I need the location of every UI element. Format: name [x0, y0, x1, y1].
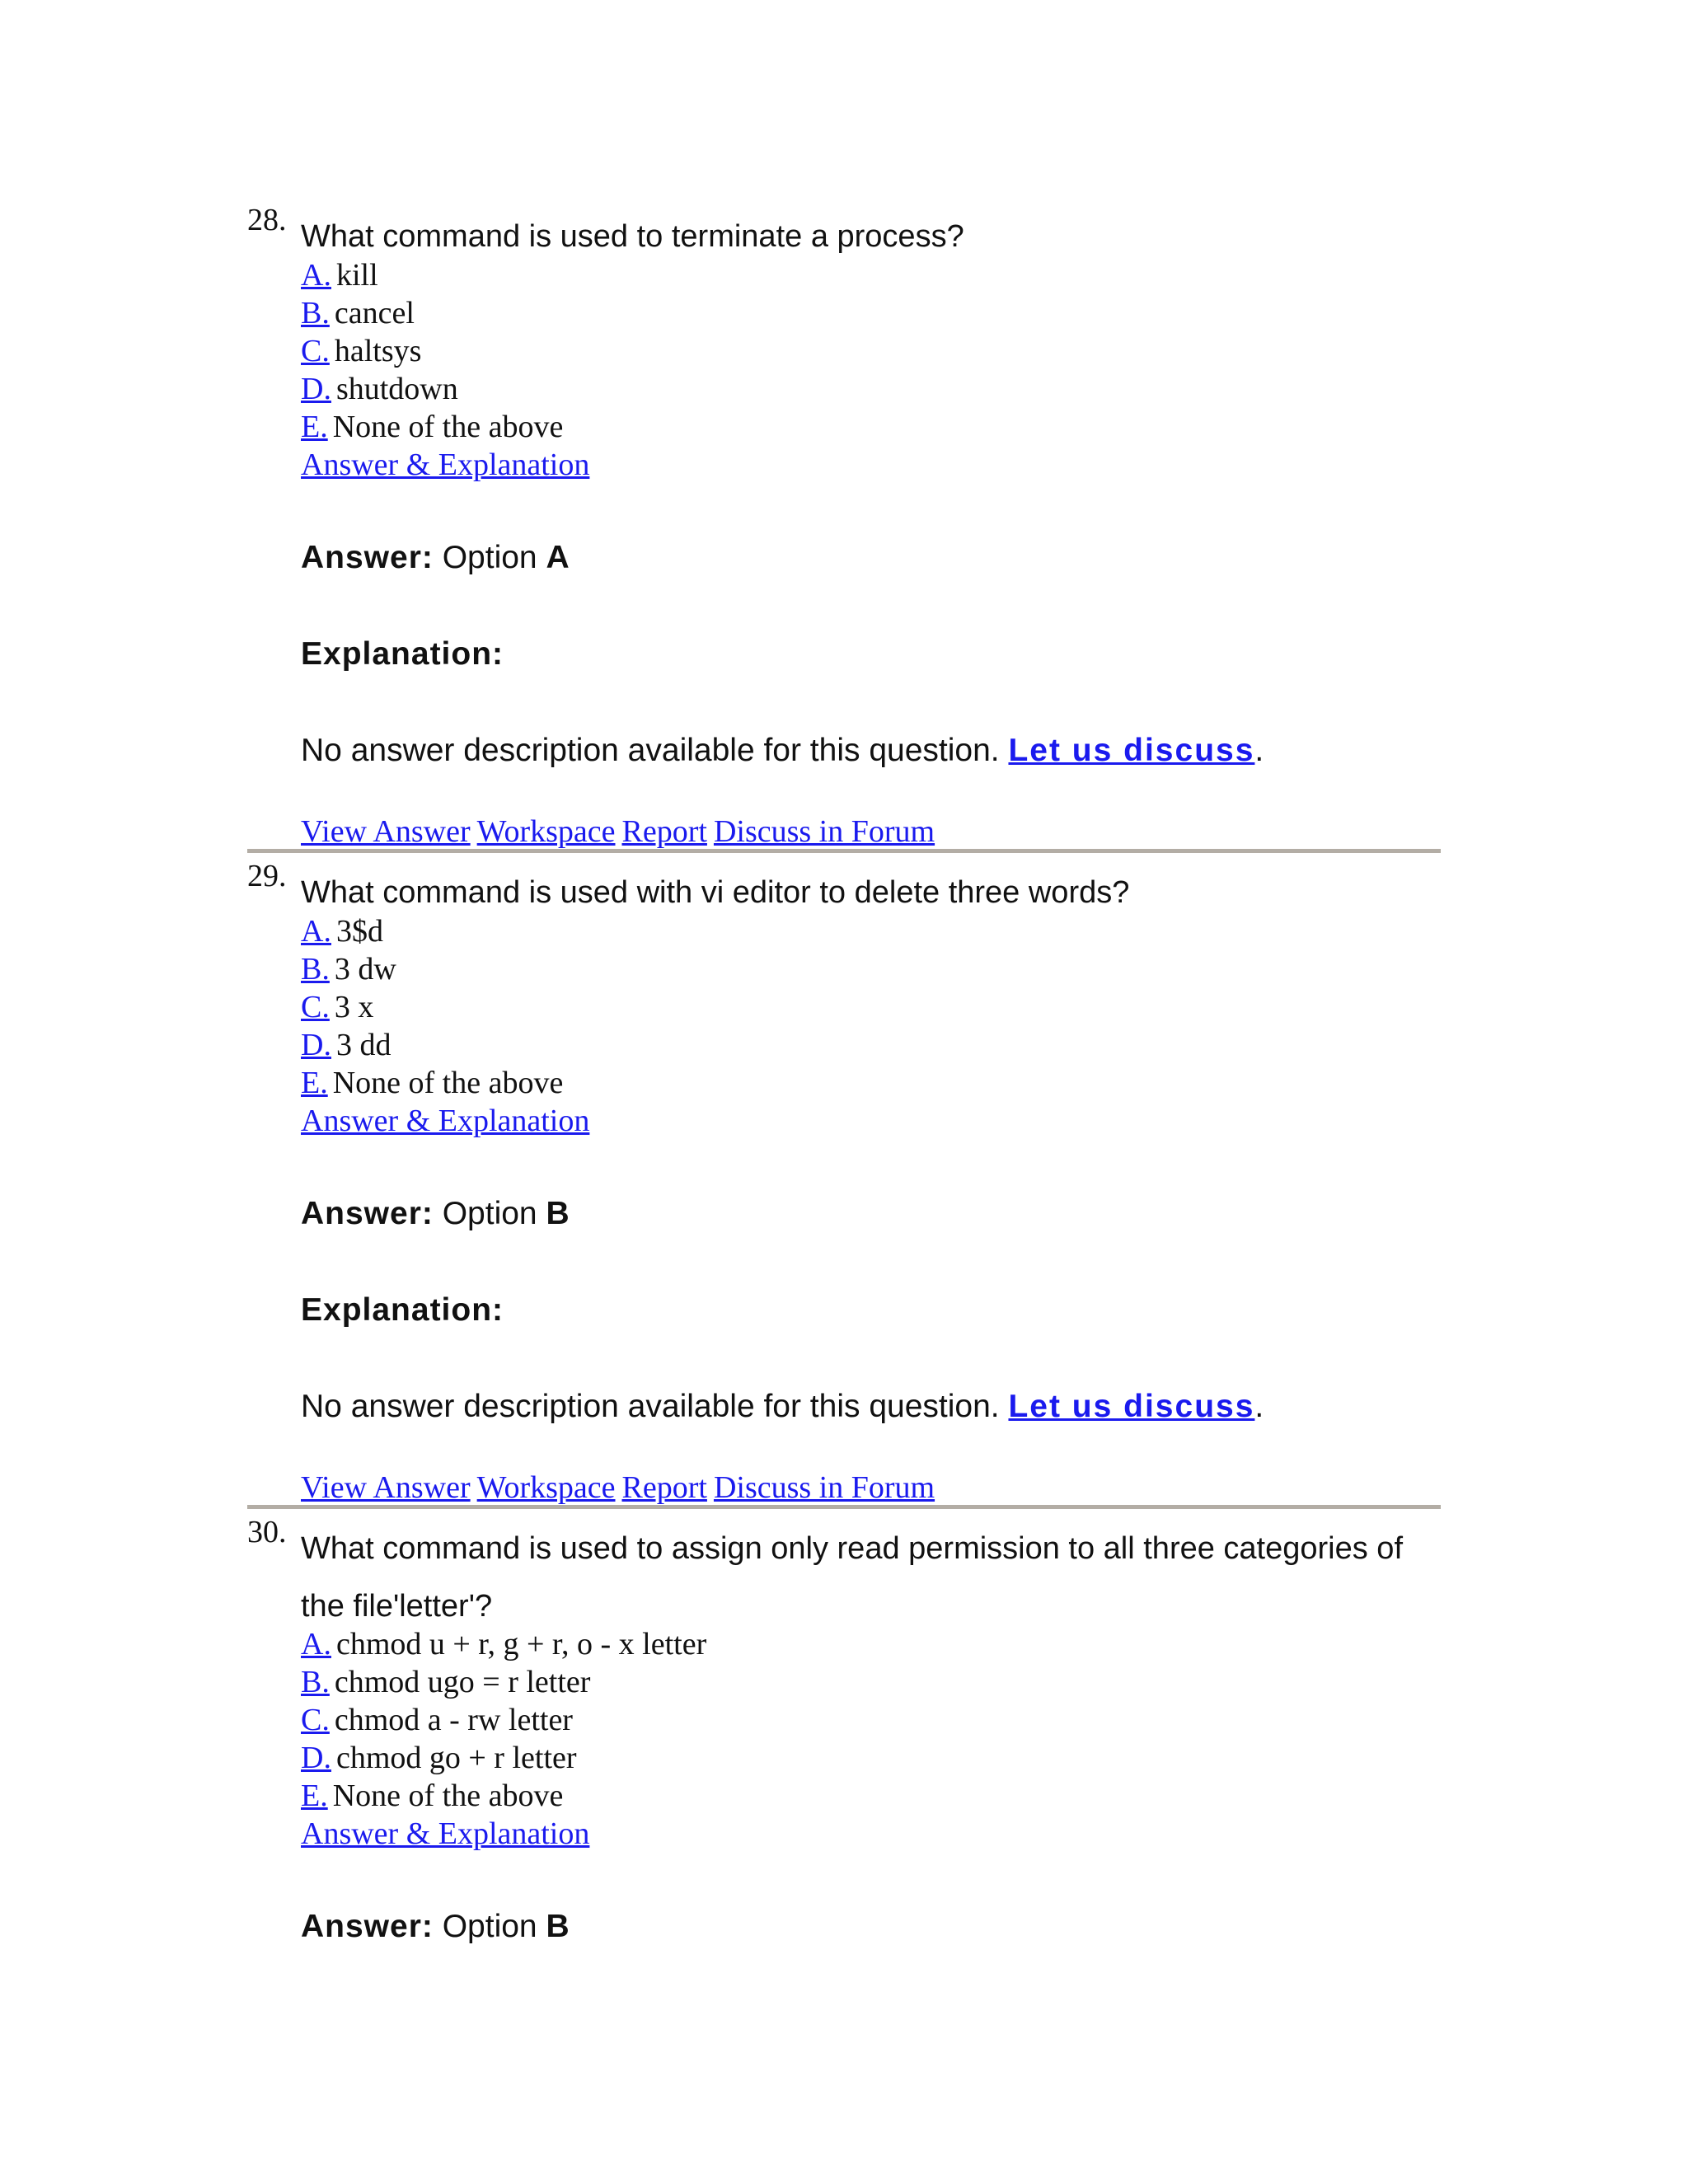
description-text: No answer description available for this question.: [301, 733, 1000, 768]
answer-line: [301, 1909, 570, 1945]
description-text: No answer description available for this question.: [301, 1389, 1000, 1424]
explanation-description: [301, 1389, 1264, 1425]
discuss-in-forum-link[interactable]: Discuss in Forum: [713, 1470, 935, 1505]
option-text: kill: [335, 258, 378, 293]
option-text: 3$d: [335, 914, 383, 949]
option-text: 3 dw: [334, 952, 396, 987]
option-label-link[interactable]: D.: [301, 372, 331, 406]
option-text: haltsys: [334, 334, 422, 368]
option-text: None of the above: [332, 1779, 564, 1813]
option-d: [301, 371, 458, 409]
answer-explanation-link[interactable]: Answer & Explanation: [301, 1104, 590, 1138]
option-e: [301, 1065, 563, 1103]
question-divider: [247, 1505, 1441, 1509]
option-label-link[interactable]: E.: [301, 1779, 328, 1813]
option-text: chmod a - rw letter: [334, 1703, 573, 1737]
question-text: What command is used to assign only read permission to all three categories of the file'letter'?: [301, 1531, 1403, 1624]
question-number: 29.: [247, 859, 287, 893]
question-text: What command is used with vi editor to delete three words?: [301, 875, 1130, 910]
option-label-link[interactable]: C.: [301, 1703, 330, 1737]
answer-line: [301, 1196, 570, 1232]
workspace-link[interactable]: Workspace: [476, 814, 616, 849]
report-link[interactable]: Report: [621, 1470, 707, 1505]
answer-option-word: Option: [442, 1196, 537, 1231]
let-us-discuss-link[interactable]: Let us discuss: [1008, 1389, 1255, 1424]
option-c: [301, 333, 421, 371]
description-period: .: [1254, 1389, 1264, 1424]
answer-letter: B: [546, 1909, 570, 1944]
option-b: [301, 295, 415, 333]
option-label-link[interactable]: A.: [301, 914, 331, 949]
option-label-link[interactable]: E.: [301, 1066, 328, 1100]
option-text: 3 dd: [335, 1028, 392, 1062]
option-text: chmod go + r letter: [335, 1741, 577, 1775]
option-label-link[interactable]: D.: [301, 1741, 331, 1775]
option-label-link[interactable]: A.: [301, 1627, 331, 1661]
explanation-description: [301, 733, 1264, 769]
option-label-link[interactable]: C.: [301, 334, 330, 368]
option-text: chmod ugo = r letter: [334, 1665, 591, 1699]
option-label-link[interactable]: B.: [301, 1665, 330, 1699]
workspace-link[interactable]: Workspace: [476, 1470, 616, 1505]
question-actions: [301, 813, 941, 850]
view-answer-link[interactable]: View Answer: [301, 1470, 471, 1505]
question-actions: [301, 1469, 941, 1506]
discuss-in-forum-link[interactable]: Discuss in Forum: [713, 814, 935, 849]
answer-explanation-link[interactable]: Answer & Explanation: [301, 448, 590, 482]
option-label-link[interactable]: E.: [301, 410, 328, 444]
option-a: [301, 913, 383, 951]
option-b: [301, 1664, 590, 1702]
answer-label: Answer:: [301, 1909, 434, 1944]
option-label-link[interactable]: A.: [301, 258, 331, 293]
option-label-link[interactable]: B.: [301, 296, 330, 330]
option-b: [301, 951, 396, 989]
answer-letter: B: [546, 1196, 570, 1231]
option-d: [301, 1740, 577, 1778]
explanation-heading: Explanation:: [301, 636, 504, 672]
option-a: [301, 1626, 706, 1664]
option-c: [301, 989, 373, 1027]
answer-explanation-link[interactable]: Answer & Explanation: [301, 1816, 590, 1851]
question-text: What command is used to terminate a process?: [301, 219, 964, 254]
report-link[interactable]: Report: [621, 814, 707, 849]
option-text: None of the above: [332, 1066, 564, 1100]
question-number: 30.: [247, 1515, 287, 1549]
explanation-heading: Explanation:: [301, 1292, 504, 1328]
option-text: 3 x: [334, 990, 374, 1024]
option-label-link[interactable]: B.: [301, 952, 330, 987]
option-text: chmod u + r, g + r, o - x letter: [335, 1627, 707, 1661]
option-label-link[interactable]: C.: [301, 990, 330, 1024]
answer-label: Answer:: [301, 1196, 434, 1231]
option-d: [301, 1027, 391, 1065]
answer-label: Answer:: [301, 540, 434, 575]
option-text: None of the above: [332, 410, 564, 444]
option-e: [301, 1778, 563, 1816]
option-e: [301, 409, 563, 447]
question-number: 28.: [247, 203, 287, 237]
option-a: [301, 257, 378, 295]
view-answer-link[interactable]: View Answer: [301, 814, 471, 849]
option-text: shutdown: [335, 372, 458, 406]
option-text: cancel: [334, 296, 415, 330]
question-divider: [247, 849, 1441, 853]
answer-option-word: Option: [442, 1909, 537, 1944]
description-period: .: [1254, 733, 1264, 768]
option-label-link[interactable]: D.: [301, 1028, 331, 1062]
let-us-discuss-link[interactable]: Let us discuss: [1008, 733, 1255, 768]
answer-letter: A: [546, 540, 570, 575]
answer-option-word: Option: [442, 540, 537, 575]
answer-line: [301, 540, 570, 576]
option-c: [301, 1702, 573, 1740]
